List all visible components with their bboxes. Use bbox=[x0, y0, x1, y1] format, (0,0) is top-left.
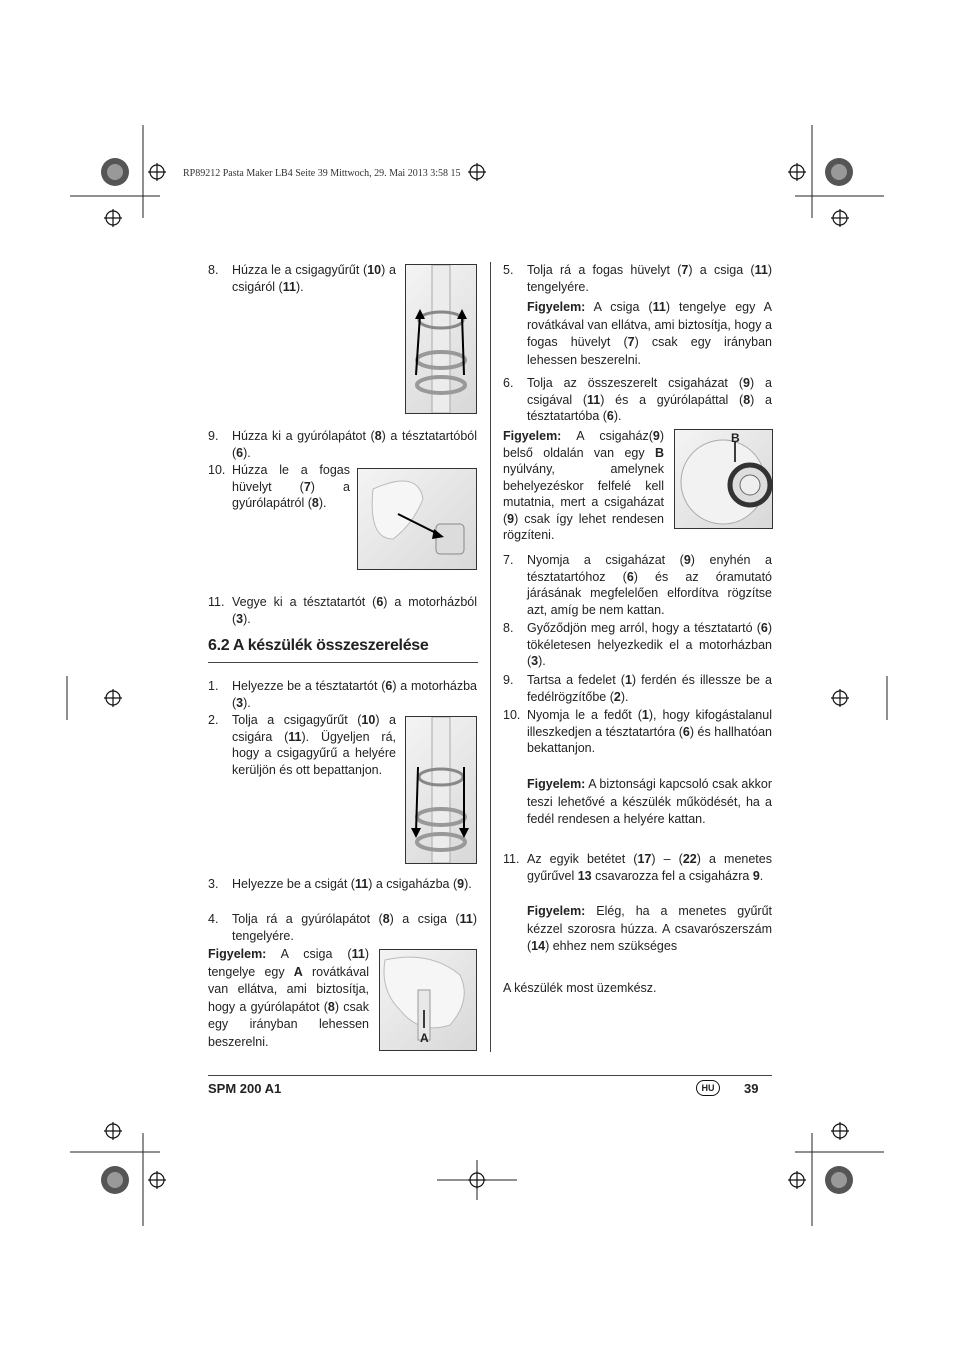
figure-screw-housing bbox=[674, 429, 773, 529]
figure-kneading-paddle bbox=[357, 468, 477, 570]
divider bbox=[208, 662, 478, 663]
figure-label-a: A bbox=[420, 1031, 429, 1045]
attention-note: Figyelem: A csiga (11) tengelye egy A rovátkával van ellátva, ami biztosítja, hogy a gyúrólapátot (8) csak egy irányban lehessen beszerelni. bbox=[208, 947, 369, 1049]
print-slug: RP89212 Pasta Maker LB4 Seite 39 Mittwoch, 29. Mai 2013 3:58 15 bbox=[183, 168, 461, 179]
attention-note: Figyelem: A biztonsági kapcsoló csak akkor teszi lehetővé a készülék működését, ha a fedél rendesen a helyére kattan. bbox=[527, 777, 772, 826]
figure-spiral-ring bbox=[405, 264, 477, 414]
figure-spiral-ring-mount bbox=[405, 716, 477, 864]
attention-note: Figyelem: Elég, ha a menetes gyűrűt kézzel szorosra húzza. A csavarószerszám (14) ehhez nem szükséges bbox=[527, 904, 772, 953]
attention-note: Figyelem: A csigaház(9) belső oldalán van egy B nyúlvány, amelynek behelyezéskor felfelé kell mutatnia, mert a csigaházat (9) csak így lehet rendesen rögzíteni. bbox=[503, 429, 664, 542]
final-statement: A készülék most üzemkész. bbox=[503, 981, 657, 995]
language-badge: HU bbox=[696, 1080, 720, 1096]
model-number: SPM 200 A1 bbox=[208, 1081, 282, 1096]
footer-rule bbox=[208, 1075, 772, 1076]
section-heading: 6.2 A készülék összeszerelése bbox=[208, 637, 429, 654]
attention-note: Figyelem: A csiga (11) tengelye egy A rovátkával van ellátva, ami biztosítja, hogy a fogas hüvelyt (7) csak egy irányban lehessen beszerelni. bbox=[527, 300, 772, 367]
figure-shaft-notch bbox=[379, 949, 477, 1051]
column-divider bbox=[490, 262, 491, 1052]
figure-label-b: B bbox=[731, 431, 740, 445]
page-number: 39 bbox=[744, 1081, 759, 1096]
